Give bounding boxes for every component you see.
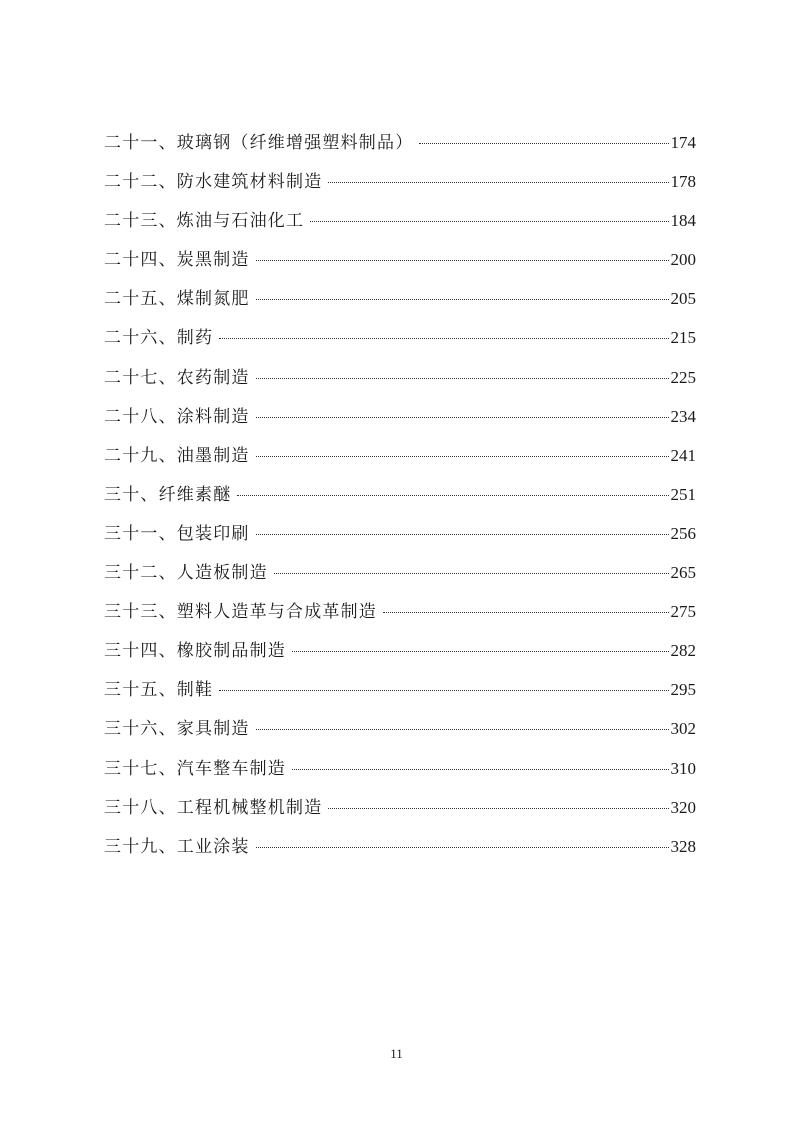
toc-entry-page: 225	[670, 367, 696, 387]
dot-leader	[328, 182, 668, 183]
toc-entry-title: 二十八、涂料制造	[104, 406, 250, 427]
toc-entry[interactable]	[104, 749, 696, 788]
dot-leader	[256, 534, 669, 535]
toc-entry[interactable]	[104, 318, 696, 357]
toc-entry[interactable]	[104, 514, 696, 553]
dot-leader	[256, 378, 669, 379]
dot-leader	[256, 729, 669, 730]
toc-entry[interactable]	[104, 201, 696, 240]
dot-leader	[292, 769, 669, 770]
toc-entry-page: 282	[670, 641, 696, 661]
toc-entry-title: 三十二、人造板制造	[104, 563, 268, 584]
toc-entry-title: 三十八、工程机械整机制造	[104, 797, 323, 818]
toc-entry-page: 275	[670, 602, 696, 622]
toc-entry[interactable]	[104, 592, 696, 631]
toc-entry-page: 234	[670, 406, 696, 426]
toc-entry[interactable]	[104, 670, 696, 709]
dot-leader	[219, 690, 668, 691]
toc-entry-page: 241	[670, 445, 696, 465]
toc-entry-title: 二十三、炼油与石油化工	[104, 211, 305, 232]
toc-entry[interactable]	[104, 240, 696, 279]
toc-entry-page: 320	[670, 797, 696, 817]
toc-entry-title: 二十九、油墨制造	[104, 445, 250, 466]
toc-entry-title: 二十四、炭黑制造	[104, 250, 250, 271]
dot-leader	[274, 573, 669, 574]
toc-entry-page: 251	[670, 484, 696, 504]
toc-entry-page: 184	[670, 211, 696, 231]
toc-entry-title: 二十七、农药制造	[104, 367, 250, 388]
toc-entry-title: 三十三、塑料人造革与合成革制造	[104, 602, 377, 623]
dot-leader	[256, 260, 669, 261]
toc-entry-title: 三十四、橡胶制品制造	[104, 641, 286, 662]
toc-entry[interactable]	[104, 709, 696, 748]
toc-entry-page: 295	[670, 680, 696, 700]
dot-leader	[310, 221, 668, 222]
toc-entry-page: 310	[670, 758, 696, 778]
toc-entry-page: 205	[670, 289, 696, 309]
toc-entry-page: 265	[670, 563, 696, 583]
toc-entry-page: 328	[670, 836, 696, 856]
toc-entry-page: 256	[670, 523, 696, 543]
toc-entry-title: 三十六、家具制造	[104, 719, 250, 740]
toc-entry-title: 二十五、煤制氮肥	[104, 289, 250, 310]
toc-entry-title: 三十九、工业涂装	[104, 836, 250, 857]
toc-entry[interactable]	[104, 436, 696, 475]
dot-leader	[419, 143, 668, 144]
toc-entry-title: 三十、纤维素醚	[104, 484, 232, 505]
toc-entry-page: 174	[670, 133, 696, 152]
toc-entry-title: 三十七、汽车整车制造	[104, 758, 286, 779]
dot-leader	[237, 495, 668, 496]
dot-leader	[256, 847, 669, 848]
toc-entry-page: 178	[670, 172, 696, 192]
toc-entry-title: 二十一、玻璃钢（纤维增强塑料制品）	[104, 133, 414, 153]
toc-entry[interactable]	[104, 553, 696, 592]
toc-entry-title: 三十五、制鞋	[104, 680, 214, 701]
toc-entry[interactable]	[104, 358, 696, 397]
toc-entry[interactable]	[104, 397, 696, 436]
dot-leader	[383, 612, 669, 613]
toc-entry-title: 二十六、制药	[104, 328, 214, 349]
toc-entry[interactable]	[104, 631, 696, 670]
table-of-contents	[104, 123, 696, 866]
toc-entry[interactable]	[104, 788, 696, 827]
toc-entry-page: 215	[670, 328, 696, 348]
toc-entry[interactable]	[104, 162, 696, 201]
dot-leader	[256, 417, 669, 418]
toc-entry[interactable]	[104, 123, 696, 162]
dot-leader	[292, 651, 669, 652]
dot-leader	[328, 808, 668, 809]
dot-leader	[256, 456, 669, 457]
toc-entry-title: 二十二、防水建筑材料制造	[104, 172, 323, 193]
toc-entry[interactable]	[104, 827, 696, 866]
toc-entry-page: 302	[670, 719, 696, 739]
toc-entry[interactable]	[104, 475, 696, 514]
page-number: 11	[390, 1046, 403, 1061]
dot-leader	[219, 338, 668, 339]
toc-entry-page: 200	[670, 250, 696, 270]
toc-entry[interactable]	[104, 279, 696, 318]
toc-entry-title: 三十一、包装印刷	[104, 523, 250, 544]
dot-leader	[256, 299, 669, 300]
